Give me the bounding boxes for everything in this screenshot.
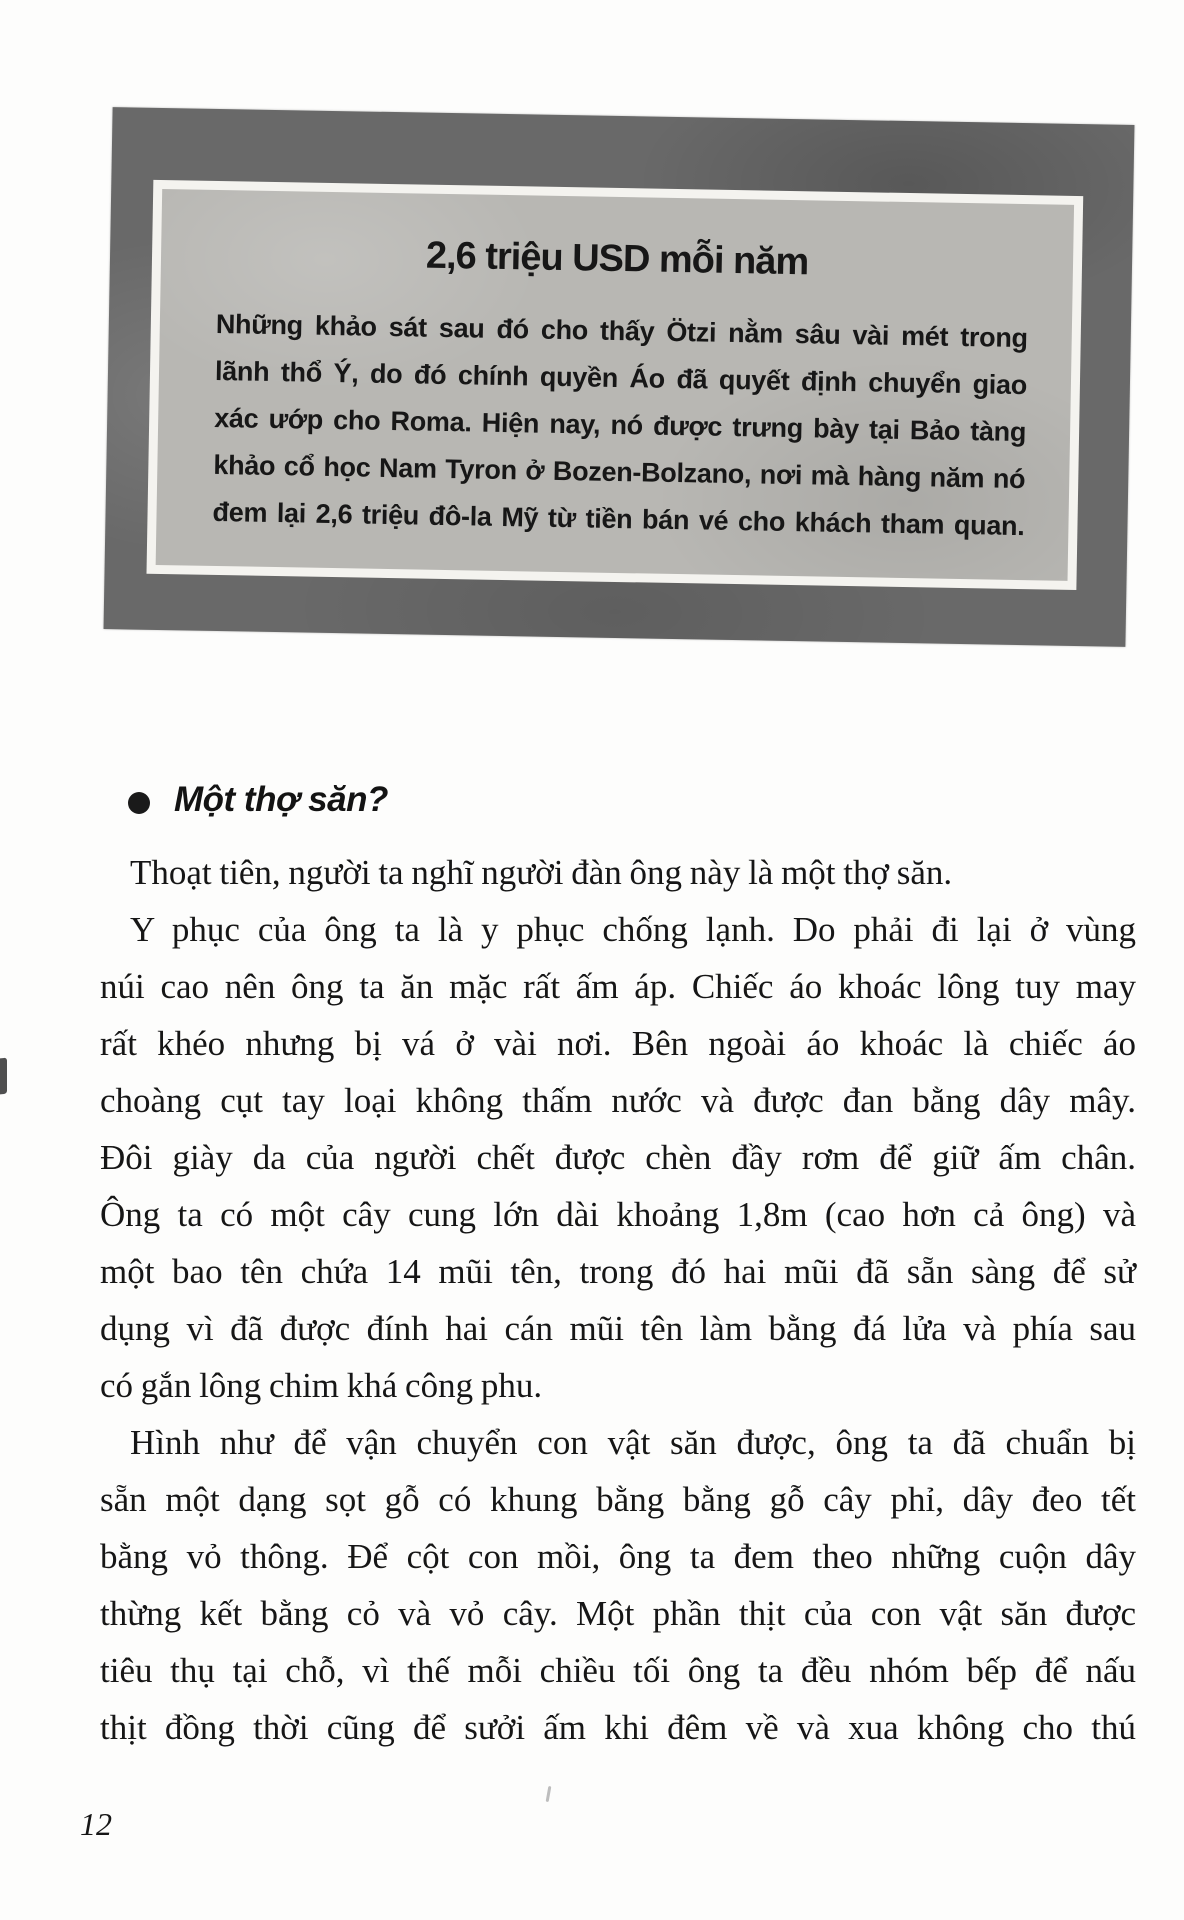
bullet-icon — [128, 792, 150, 814]
section-heading-row — [100, 780, 388, 820]
infobox-line: đem lại 2,6 triệu đô-la Mỹ từ tiền bán vé cho khách tham quan. — [212, 496, 1025, 542]
body-line: choàng cụt tay loại không thấm nước và được đan bằng dây mây. — [100, 1081, 1136, 1120]
body-text — [100, 844, 1136, 1756]
body-line: một bao tên chứa 14 mũi tên, trong đó hai mũi đã sẵn sàng để sử — [100, 1252, 1136, 1291]
page-number: 12 — [80, 1806, 112, 1842]
body-line: có gắn lông chim khá công phu. — [100, 1366, 543, 1405]
infobox-line: xác ướp cho Roma. Hiện nay, nó được trưng bày tại Bảo tàng — [213, 402, 1027, 448]
section-heading: Một thợ săn? — [174, 780, 388, 819]
infobox-line: khảo cổ học Nam Tyron ở Bozen-Bolzano, nơi mà hàng năm nó — [213, 449, 1026, 495]
infobox-title: 2,6 triệu USD mỗi năm — [425, 234, 809, 284]
scan-edge-mark — [0, 1058, 7, 1095]
scan-speck — [546, 1786, 552, 1802]
body-line: thừng kết bằng cỏ và vỏ cây. Một phần thịt của con vật săn được — [100, 1594, 1136, 1633]
body-line: rất khéo nhưng bị vá ở vài nơi. Bên ngoài áo khoác là chiếc áo — [100, 1024, 1136, 1063]
body-line: Ông ta có một cây cung lớn dài khoảng 1,8m (cao hơn cả ông) và — [100, 1195, 1136, 1234]
body-line: sẵn một dạng sọt gỗ có khung bằng bằng gỗ cây phỉ, dây đeo tết — [100, 1480, 1136, 1519]
infobox-content — [156, 189, 1074, 581]
infobox-body — [156, 300, 1072, 551]
infobox-line: Những khảo sát sau đó cho thấy Ötzi nằm sâu vài mét trong — [215, 308, 1029, 354]
infobox-line: lãnh thổ Ý, do đó chính quyền Áo đã quyết định chuyển giao — [214, 355, 1028, 401]
body-line: Y phục của ông ta là y phục chống lạnh. Do phải đi lại ở vùng — [130, 910, 1136, 949]
body-line: thịt đồng thời cũng để sưởi ấm khi đêm về và xua không cho thú — [100, 1708, 1136, 1747]
body-line: núi cao nên ông ta ăn mặc rất ấm áp. Chiếc áo khoác lông tuy may — [100, 967, 1136, 1006]
body-line: dụng vì đã được đính hai cán mũi tên làm bằng đá lửa và phía sau — [100, 1309, 1136, 1348]
infobox-frame — [146, 180, 1083, 590]
body-line: bằng vỏ thông. Để cột con mồi, ông ta đem theo những cuộn dây — [100, 1537, 1136, 1576]
body-line: Thoạt tiên, người ta nghĩ người đàn ông này là một thợ săn. — [130, 853, 953, 892]
infobox — [104, 107, 1135, 647]
body-line: Hình như để vận chuyển con vật săn được, ông ta đã chuẩn bị — [130, 1423, 1136, 1462]
body-line: Đôi giày da của người chết được chèn đầy rơm để giữ ấm chân. — [100, 1138, 1136, 1177]
body-line: tiêu thụ tại chỗ, vì thế mỗi chiều tối ông ta đều nhóm bếp để nấu — [100, 1651, 1136, 1690]
